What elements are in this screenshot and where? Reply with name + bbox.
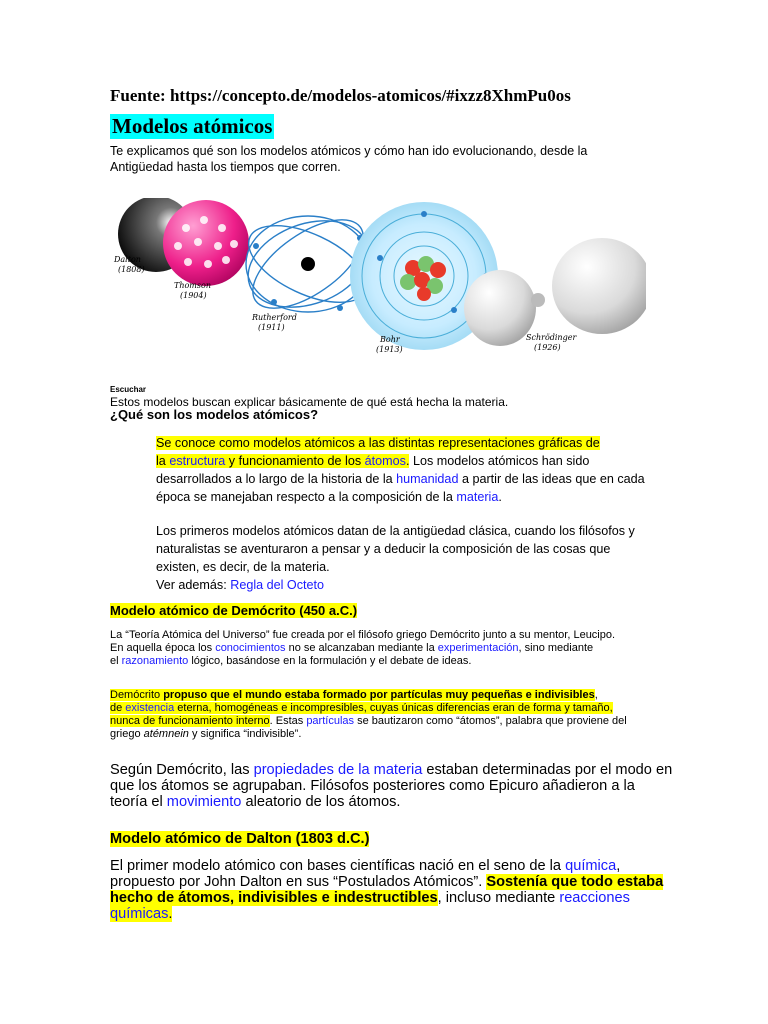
link-atomos[interactable]: átomos <box>364 454 406 468</box>
link-reacciones[interactable]: reacciones <box>559 890 630 906</box>
link-existencia[interactable]: existencia <box>125 702 175 714</box>
democrito-paragraph-a: La “Teoría Atómica del Universo” fue creada por el filósofo griego Demócrito junto a su mentor, Leucipo. En aquella época los conocimientos no se alcanzaban mediante la experimentación, sino mediante el razonamiento lógico, basándose en la formulación y el debate de ideas. <box>110 629 616 667</box>
label-bohr-name: Bohr <box>380 335 400 344</box>
intro-paragraph <box>110 144 650 175</box>
link-particulas[interactable]: partículas <box>306 715 355 727</box>
link-razonamiento[interactable]: razonamiento <box>121 655 189 667</box>
link-movimiento[interactable]: movimiento <box>166 794 242 810</box>
label-schrodinger-year: (1926) <box>534 343 561 352</box>
link-conocimientos[interactable]: conocimientos <box>215 642 286 654</box>
intro-line: Te explicamos qué son los modelos atómicos y cómo han ido evolucionando, desde la <box>110 144 588 158</box>
label-bohr-year: (1913) <box>376 345 403 354</box>
democrito-heading: Modelo atómico de Demócrito (450 a.C.) <box>110 603 358 618</box>
label-schrodinger-name: Schrödinger <box>526 333 577 342</box>
label-dalton-name: Dalton <box>114 255 141 264</box>
link-humanidad[interactable]: humanidad <box>396 472 459 486</box>
link-estructura[interactable]: estructura <box>169 454 226 468</box>
link-experimentacion[interactable]: experimentación <box>437 642 519 654</box>
label-dalton-year: (1808) <box>118 265 145 274</box>
link-regla-octeto[interactable]: Regla del Octeto <box>230 578 325 592</box>
democrito-paragraph-c: Según Demócrito, las propiedades de la materia estaban determinadas por el modo en que los átomos se agrupaban. Filósofos posteriores como Epicuro añadieron a la teoría el movimiento aleatorio de los átomos. <box>110 762 673 810</box>
definition-paragraph: Se conoce como modelos atómicos a las distintas representaciones gráficas de la estructura y funcionamiento de los átomos. Los modelos atómicos han sido desarrollados a lo largo de la historia de la humanidad a partir de las ideas que en cada época se manejaban respecto a la composición de la materia. <box>156 436 645 504</box>
listen-label[interactable]: Escuchar <box>110 385 147 394</box>
section-heading: ¿Qué son los modelos atómicos? <box>110 407 319 422</box>
link-materia[interactable]: materia <box>456 490 499 504</box>
source-line: Fuente: https://concepto.de/modelos-atomicos/#ixzz8XhmPu0os <box>110 86 571 105</box>
link-propiedades-materia[interactable]: propiedades de la materia <box>253 762 423 778</box>
label-thomson-year: (1904) <box>180 291 207 300</box>
label-rutherford-name: Rutherford <box>252 313 297 322</box>
atomic-models-figure <box>108 198 646 360</box>
rutherford-nucleus <box>301 257 315 271</box>
link-quimicas[interactable]: químicas <box>110 906 169 922</box>
dalton-heading: Modelo atómico de Dalton (1803 d.C.) <box>110 831 370 847</box>
intro-line: Antigüedad hasta los tiempos que corren. <box>110 159 341 174</box>
link-quimica[interactable]: química <box>565 858 617 874</box>
label-thomson-name: Thomson <box>174 281 211 290</box>
history-paragraph: Los primeros modelos atómicos datan de la antigüedad clásica, cuando los filósofos y naturalistas se aventuraron a pensar y a deducir la composición de las cosas que existen, es decir, de la materia. Ver además: Regla del Octeto <box>156 524 635 592</box>
page-title: Modelos atómicos <box>112 114 273 138</box>
label-rutherford-year: (1911) <box>258 323 285 332</box>
schrodinger-lobe-right <box>552 238 646 334</box>
dalton-paragraph: El primer modelo atómico con bases científicas nació en el seno de la química, propuesto por John Dalton en sus “Postulados Atómicos”. Sostenía que todo estaba hecho de átomos, indivisibles e indestructibles, incluso mediante reacciones químicas. <box>110 858 664 922</box>
democrito-paragraph-b: Demócrito propuso que el mundo estaba formado por partículas muy pequeñas e indivisibles, de existencia eterna, homogéneas e incompresibles, cuyas únicas diferencias eran de forma y tamaño, nunca de funcionamiento interno. Estas partículas se bautizaron como “átomos”, palabra que proviene del griego atémnein y significa “indivisible”. <box>110 689 627 740</box>
figure-caption: Estos modelos buscan explicar básicamente de qué está hecha la materia. <box>110 395 509 409</box>
highlighted-text: Se conoce como modelos atómicos a las distintas representaciones gráficas de <box>156 436 600 450</box>
